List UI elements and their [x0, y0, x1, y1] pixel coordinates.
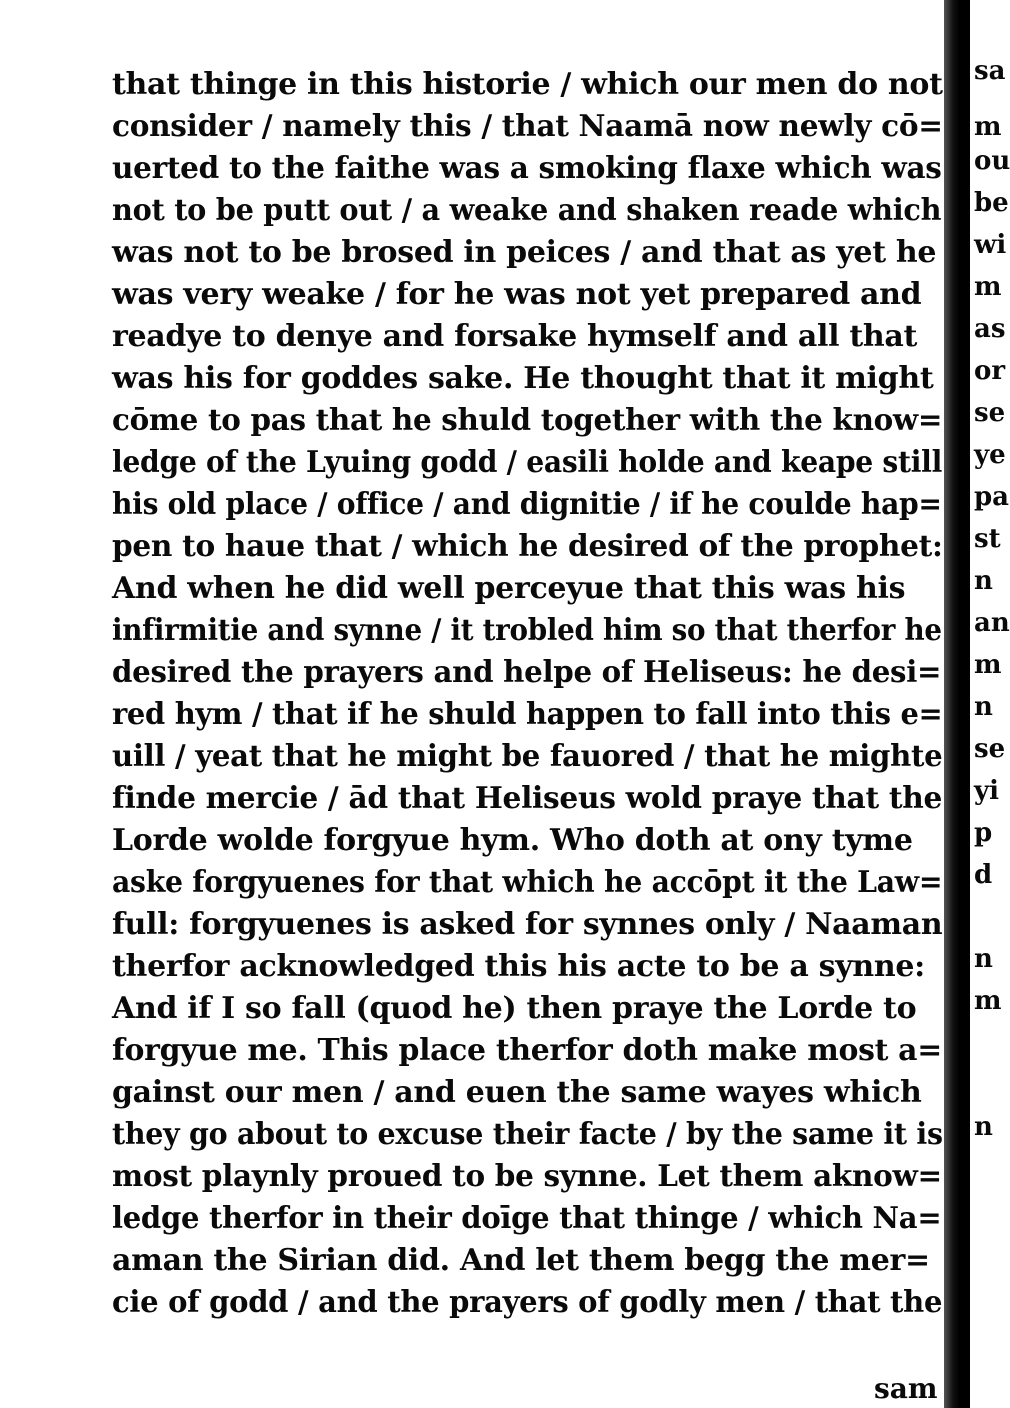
- text-line: cōme to pas that he shuld together with the know=: [112, 403, 943, 438]
- text-line: gainst our men / and euen the same wayes which: [112, 1075, 922, 1110]
- text-line: infirmitie and synne / it trobled him so that therfor he: [112, 613, 942, 648]
- facing-fragment: ou: [974, 146, 1010, 176]
- facing-fragment: st: [974, 524, 1001, 554]
- text-line: finde mercie / ād that Heliseus wold praye that the: [112, 781, 943, 816]
- text-line: ledge therfor in their doīge that thinge / which Na=: [112, 1201, 942, 1236]
- text-line: desired the prayers and helpe of Heliseus: he desi=: [112, 655, 942, 690]
- text-line: most playnly proued to be synne. Let them aknow=: [112, 1159, 942, 1194]
- facing-fragment: n: [974, 692, 993, 722]
- facing-fragment: m: [974, 650, 1002, 680]
- text-line: And if I so fall (quod he) then praye the Lorde to: [112, 991, 917, 1026]
- text-line: readye to denye and forsake hymself and all that: [112, 319, 918, 354]
- text-line: aske forgyuenes for that which he accōpt it the Law=: [112, 865, 943, 900]
- facing-page-edge: [970, 0, 1010, 1408]
- facing-fragment: be: [974, 188, 1009, 218]
- facing-fragment: an: [974, 608, 1010, 638]
- facing-fragment: m: [974, 272, 1002, 302]
- text-line: consider / namely this / that Naamā now newly cō=: [112, 109, 943, 144]
- facing-fragment: yi: [974, 776, 999, 806]
- text-line: aman the Sirian did. And let them begg the mer=: [112, 1243, 930, 1278]
- text-line: therfor acknowledged this his acte to be a synne:: [112, 949, 925, 984]
- text-line: his old place / office / and dignitie / if he coulde hap=: [112, 487, 942, 522]
- facing-fragment: pa: [974, 482, 1010, 512]
- facing-fragment: wi: [974, 230, 1007, 260]
- text-line: And when he did well perceyue that this was his: [112, 571, 906, 606]
- facing-fragment: or: [974, 356, 1006, 386]
- facing-fragment: sa: [974, 56, 1006, 86]
- text-line: full: forgyuenes is asked for synnes only / Naaman: [112, 907, 943, 942]
- text-line: uerted to the faithe was a smoking flaxe which was: [112, 151, 942, 186]
- text-line: was very weake / for he was not yet prepared and: [112, 277, 922, 312]
- facing-fragment: n: [974, 566, 993, 596]
- gutter-shadow: [944, 0, 970, 1408]
- text-line: red hym / that if he shuld happen to fall into this e=: [112, 697, 943, 732]
- text-line: they go about to excuse their facte / by the same it is: [112, 1117, 943, 1152]
- facing-fragment: se: [974, 398, 1006, 428]
- catchword: sam: [874, 1372, 938, 1405]
- text-line: cie of godd / and the prayers of godly men / that the: [112, 1285, 943, 1320]
- text-line: ledge of the Lyuing godd / easili holde and keape still: [112, 445, 943, 480]
- facing-fragment: p: [974, 818, 993, 848]
- text-line: forgyue me. This place therfor doth make most a=: [112, 1033, 942, 1068]
- facing-fragment: n: [974, 1112, 993, 1142]
- text-line: was his for goddes sake. He thought that it might: [112, 361, 934, 396]
- facing-fragment: as: [974, 314, 1006, 344]
- text-line: was not to be brosed in peices / and that as yet he: [112, 235, 937, 270]
- text-line: uill / yeat that he might be fauored / that he mighte: [112, 739, 943, 774]
- text-line: pen to haue that / which he desired of the prophet:: [112, 529, 943, 564]
- facing-fragment: m: [974, 986, 1002, 1016]
- text-line: not to be putt out / a weake and shaken reade which: [112, 193, 942, 228]
- text-line: Lorde wolde forgyue hym. Who doth at ony tyme: [112, 823, 913, 858]
- facing-fragment: ye: [974, 440, 1006, 470]
- facing-fragment: d: [974, 860, 993, 890]
- facing-fragment: se: [974, 734, 1006, 764]
- facing-fragment: m: [974, 112, 1002, 142]
- text-line: that thinge in this historie / which our men do not: [112, 67, 943, 102]
- facing-fragment: n: [974, 944, 993, 974]
